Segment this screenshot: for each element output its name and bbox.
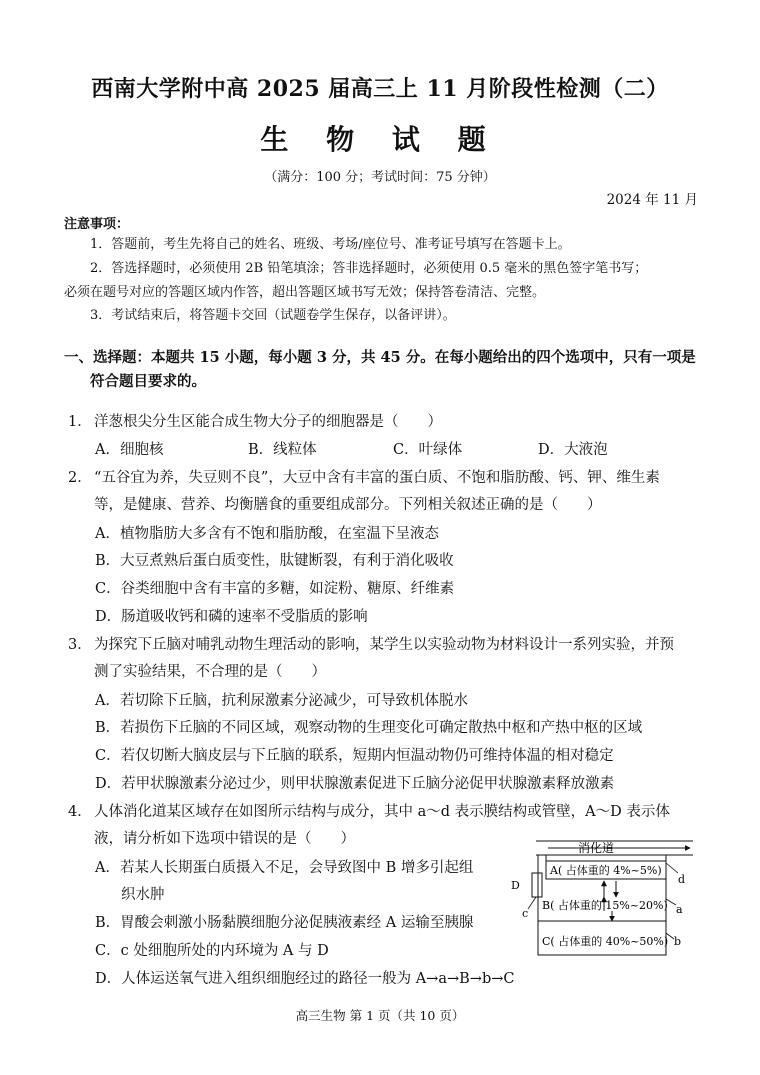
label-c-wall: c [522, 907, 529, 920]
q1-option-b: B．线粒体 [248, 442, 317, 458]
exam-date: 2024 年 11 月 [606, 192, 698, 208]
q3-option-d: D．若甲状腺激素分泌过少，则甲状腺激素促进下丘脑分泌促甲状腺激素释放激素 [95, 776, 615, 792]
question-number: 4． [68, 804, 92, 820]
q4-option-a-cont: 织水肿 [121, 887, 165, 903]
page-footer: 高三生物 第 1 页（共 10 页） [295, 1008, 465, 1023]
label-a: A( 占体重的 4%~5%) [550, 864, 662, 877]
label-b-wall: b [674, 935, 682, 948]
question-number: 1． [68, 414, 92, 430]
question-number: 3． [68, 637, 92, 653]
q1-option-c: C．叶绿体 [393, 442, 463, 458]
notice-item-2-cont: 必须在题号对应的答题区域内作答，超出答题区域书写无效；保持答卷清洁、完整。 [64, 285, 546, 300]
label-b: B( 占体重的 15%~20%) [542, 899, 668, 912]
notice-item-3: 3．考试结束后，将答题卡交回（试题卷学生保存，以备评讲）。 [90, 308, 456, 323]
label-d-fluid: D [511, 879, 520, 892]
q2-option-d: D．肠道吸收钙和磷的速率不受脂质的影响 [95, 609, 368, 625]
body-fluid-diagram [508, 833, 698, 958]
q2-option-a: A．植物脂肪大多含有不饱和脂肪酸，在室温下呈液态 [95, 526, 439, 542]
question-1 [68, 410, 704, 434]
label-d-wall: d [678, 873, 686, 886]
subject-title: 生 物 试 题 [260, 123, 500, 156]
q2-option-c: C．谷类细胞中含有丰富的多糖，如淀粉、糖原、纤维素 [95, 581, 455, 597]
question-stem-line1: 为探究下丘脑对哺乳动物生理活动的影响，某学生以实验动物为材料设计一系列实验，并预 [94, 637, 674, 653]
section-heading-line1: 一、选择题：本题共 15 小题，每小题 3 分，共 45 分。在每小题给出的四个选项中，只有一项是 [64, 349, 696, 366]
notice-item-1: 1．答题前，考生先将自己的姓名、班级、考场/座位号、准考证号填写在答题卡上。 [90, 237, 571, 252]
question-stem-line2: 测了实验结果，不合理的是（ ） [94, 664, 326, 680]
pointer-d [666, 863, 678, 873]
pointer-c [528, 897, 536, 909]
compartment-d-box [532, 873, 542, 897]
section-heading-line2: 符合题目要求的。 [90, 373, 206, 390]
q4-option-a: A．若某人长期蛋白质摄入不足，会导致图中 B 增多引起组 [95, 860, 474, 876]
label-a-wall: a [676, 903, 683, 916]
exam-info: （满分：100 分；考试时间：75 分钟） [264, 170, 496, 185]
q3-option-b: B．若损伤下丘脑的不同区域，观察动物的生理变化可确定散热中枢和产热中枢的区域 [95, 720, 643, 736]
q4-option-b: B．胃酸会刺激小肠黏膜细胞分泌促胰液素经 A 运输至胰腺 [95, 915, 474, 931]
question-3 [68, 633, 704, 684]
question-stem-line2: 液，请分析如下选项中错误的是（ ） [94, 831, 355, 847]
notice-item-2: 2．答选择题时，必须使用 2B 铅笔填涂；答非选择题时，必须使用 0.5 毫米的黑色签字笔书写； [90, 261, 648, 276]
question-number: 2． [68, 470, 92, 486]
q3-option-a: A．若切除下丘脑，抗利尿激素分泌减少，可导致机体脱水 [95, 693, 468, 709]
question-2 [68, 466, 704, 517]
notice-heading: 注意事项： [64, 217, 130, 232]
q3-option-c: C．若仅切断大脑皮层与下丘脑的联系，短期内恒温动物仍可维持体温的相对稳定 [95, 748, 614, 764]
exam-title: 西南大学附中高 2025 届高三上 11 月阶段性检测（二） [91, 76, 669, 102]
label-c: C( 占体重的 40%~50%) [542, 935, 669, 948]
question-stem-line1: 人体消化道某区域存在如图所示结构与成分，其中 a～d 表示膜结构或管壁，A～D 表示体 [94, 804, 670, 820]
question-stem: 洋葱根尖分生区能合成生物大分子的细胞器是（ ） [94, 414, 442, 430]
tract-label: 消化道 [578, 841, 615, 855]
q4-option-d: D．人体运送氧气进入组织细胞经过的路径一般为 A→a→B→b→C [95, 971, 515, 987]
question-stem-line2: 等，是健康、营养、均衡膳食的重要组成部分。下列相关叙述正确的是（ ） [94, 497, 602, 513]
section-heading [64, 346, 704, 394]
q4-option-c: C．c 处细胞所处的内环境为 A 与 D [95, 943, 329, 959]
q1-option-a: A．细胞核 [95, 442, 164, 458]
q1-option-d: D．大液泡 [538, 442, 608, 458]
question-stem-line1: “五谷宜为养，失豆则不良”，大豆中含有丰富的蛋白质、不饱和脂肪酸、钙、钾、维生素 [94, 470, 660, 486]
q2-option-b: B．大豆煮熟后蛋白质变性，肽键断裂，有利于消化吸收 [95, 553, 454, 569]
